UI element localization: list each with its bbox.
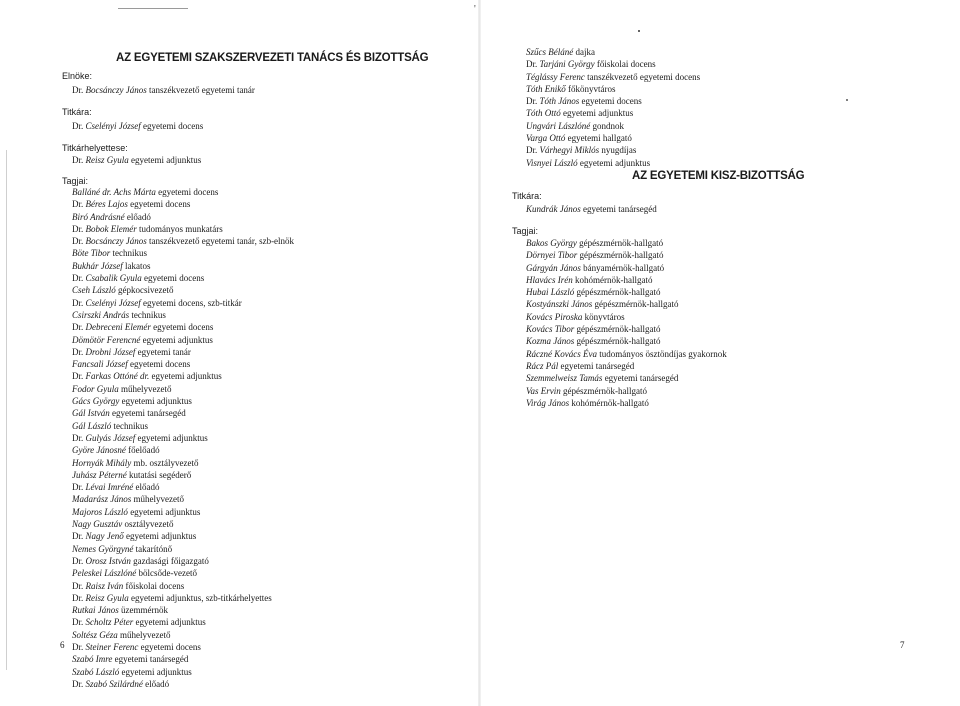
member-entry — [72, 506, 294, 518]
member-name: Ráczné Kovács Éva — [526, 348, 597, 359]
member-name: Lévai Imréné — [85, 482, 134, 493]
member-entry — [72, 604, 294, 616]
member-entry — [72, 321, 294, 333]
member-name: Bobok Elemér — [85, 223, 137, 234]
member-prefix: Dr. — [72, 236, 86, 247]
tagjai-list — [72, 186, 294, 690]
member-entry — [72, 420, 294, 432]
member-entry — [72, 309, 294, 321]
member-role: technikus — [110, 248, 148, 259]
member-name: Cselényi József — [85, 121, 141, 131]
member-name: Drobni József — [85, 346, 136, 357]
member-entry — [72, 84, 255, 96]
member-name: Biró Andrásné — [72, 211, 125, 222]
member-role: főiskolai docens — [123, 580, 185, 591]
member-entry — [526, 83, 700, 95]
member-entry — [72, 518, 294, 530]
member-entry — [72, 457, 294, 469]
member-entry — [72, 120, 203, 132]
member-name: Tóth János — [539, 96, 580, 107]
member-role: egyetemi docens — [140, 121, 204, 131]
member-role: egyetemi adjunktus — [127, 506, 201, 517]
page-number: 7 — [900, 640, 905, 650]
member-entry — [72, 186, 294, 198]
member-name: Ungvári Lászlóné — [526, 120, 591, 131]
kisz-tagjai-list — [526, 237, 727, 409]
member-role: egyetemi adjunktus — [149, 371, 222, 382]
member-name: Kundrák János — [526, 204, 581, 214]
member-role: technikus — [129, 309, 166, 320]
member-entry — [72, 567, 294, 579]
member-entry — [72, 678, 294, 690]
member-entry — [72, 346, 294, 358]
member-entry — [526, 132, 700, 144]
member-role: egyetemi tanársegéd — [558, 360, 635, 371]
member-role: gépészmérnök-hallgató — [574, 324, 661, 335]
member-name: Balláné dr. Achs Márta — [72, 187, 156, 197]
member-name: Rutkai János — [72, 605, 119, 616]
elnoke-label: Elnöke: — [62, 71, 93, 81]
member-role: gondnok — [590, 120, 625, 131]
member-name: Hlavács Irén — [526, 274, 573, 285]
member-entry — [72, 235, 294, 247]
member-role: műhelyvezető — [118, 383, 172, 394]
member-name: Majoros László — [72, 506, 128, 517]
member-prefix: Dr. — [72, 555, 86, 566]
member-prefix: Dr. — [72, 432, 86, 443]
member-name: Fancsali József — [72, 359, 128, 370]
member-entry — [526, 46, 700, 58]
member-name: Bukhár József — [72, 260, 123, 271]
member-name: Bakos György — [526, 238, 577, 248]
member-name: Csabalik Gyula — [85, 273, 142, 284]
member-name: Soltész Géza — [72, 629, 118, 640]
member-role: gépkocsivezető — [115, 285, 174, 296]
member-name: Nagy Gusztáv — [72, 519, 123, 530]
member-role: lakatos — [122, 260, 151, 271]
member-entry — [526, 107, 700, 119]
member-role: gépészmérnök-hallgató — [560, 385, 647, 396]
member-name: Böte Tibor — [72, 248, 111, 259]
member-entry — [72, 154, 201, 166]
kisz-titkara-label: Titkára: — [512, 191, 542, 201]
member-prefix: Dr. — [72, 592, 86, 603]
member-role: előadó — [124, 211, 151, 222]
member-role: egyetemi docens, szb-titkár — [140, 297, 242, 308]
member-entry — [526, 274, 727, 286]
member-name: Kozma János — [526, 336, 575, 347]
member-role: gazdasági főigazgató — [130, 555, 209, 566]
member-name: Béres Lajos — [85, 199, 128, 210]
member-name: Varga Ottó — [526, 133, 566, 144]
member-name: Nagy Jenő — [85, 531, 124, 542]
member-name: Tarjáni György — [539, 59, 595, 70]
member-role: tanszékvezető egyetemi docens — [584, 71, 701, 82]
member-role: főelőadó — [125, 445, 160, 456]
member-prefix: Dr. — [72, 482, 86, 493]
member-entry — [526, 144, 700, 156]
member-name: Hornyák Mihály — [72, 457, 132, 468]
member-entry — [72, 432, 294, 444]
member-role: egyetemi docens — [141, 273, 205, 284]
member-entry — [72, 481, 294, 493]
kisz-titkara-list — [526, 203, 657, 215]
member-role: egyetemi adjunktus — [577, 157, 651, 168]
member-entry — [72, 444, 294, 456]
member-name: Reisz Gyula — [85, 592, 129, 603]
member-prefix: Dr. — [72, 346, 86, 357]
member-role: egyetemi docens — [579, 96, 642, 107]
member-name: Gács György — [72, 396, 120, 407]
top-rule — [118, 8, 188, 9]
member-name: Cseh László — [72, 285, 116, 296]
member-role: egyetemi adjunktus — [135, 432, 208, 443]
member-role: egyetemi adjunktus — [119, 396, 192, 407]
member-prefix: Dr. — [72, 641, 86, 652]
member-name: Tóth Ottó — [526, 108, 561, 119]
member-prefix: Dr. — [72, 223, 86, 234]
member-name: Debreceni Elemér — [85, 322, 151, 333]
member-entry — [72, 334, 294, 346]
member-prefix: Dr. — [72, 121, 86, 131]
member-role: főkönyvtáros — [565, 83, 616, 94]
member-role: mb. osztályvezető — [131, 457, 199, 468]
member-role: egyetemi docens — [150, 322, 214, 333]
member-name: Nemes Györgyné — [72, 543, 134, 554]
member-role: műhelyvezető — [117, 629, 171, 640]
member-entry — [72, 395, 294, 407]
member-role: egyetemi tanársegéd — [602, 373, 679, 384]
member-entry — [72, 592, 294, 604]
member-entry — [72, 223, 294, 235]
member-role: gépészmérnök-hallgató — [592, 299, 679, 310]
kisz-tagjai-label: Tagjai: — [512, 226, 539, 236]
member-prefix: Dr. — [72, 273, 86, 284]
member-prefix: Dr. — [72, 580, 86, 591]
member-role: egyetemi adjunktus — [560, 108, 634, 119]
member-name: Juhász Péterné — [72, 469, 127, 480]
elnoke-list — [72, 84, 255, 96]
member-role: gépészmérnök-hallgató — [574, 287, 661, 298]
member-role: tanszékvezető egyetemi tanár, szb-elnök — [146, 236, 295, 247]
member-name: Gál László — [72, 420, 112, 431]
member-entry — [526, 120, 700, 132]
member-prefix: Dr. — [526, 59, 540, 70]
member-role: gépészmérnök-hallgató — [576, 238, 664, 248]
member-name: Orosz István — [85, 555, 131, 566]
kisz-title: AZ EGYETEMI KISZ-BIZOTTSÁG — [632, 170, 805, 182]
member-entry — [526, 348, 727, 360]
member-entry — [526, 203, 657, 215]
member-role: kutatási segéderő — [126, 469, 192, 480]
tagjai-label: Tagjai: — [62, 176, 89, 186]
member-prefix: Dr. — [72, 155, 86, 165]
member-entry — [72, 407, 294, 419]
member-entry — [72, 370, 294, 382]
member-name: Szabó Szilárdné — [85, 678, 143, 689]
member-entry — [72, 653, 294, 665]
member-name: Gárgyán János — [526, 262, 581, 273]
member-prefix: Dr. — [72, 85, 86, 95]
member-role: egyetemi docens — [127, 359, 191, 370]
member-role: előadó — [142, 678, 170, 689]
member-role: egyetemi adjunktus, szb-titkárhelyettes — [128, 592, 272, 603]
member-name: Raisz Iván — [85, 580, 124, 591]
member-role: egyetemi adjunktus — [119, 666, 192, 677]
member-entry — [72, 641, 294, 653]
member-entry — [526, 95, 700, 107]
member-role: bányamérnök-hallgató — [580, 262, 665, 273]
member-name: Steiner Ferenc — [85, 641, 139, 652]
member-role: egyetemi tanár — [135, 346, 191, 357]
member-entry — [526, 157, 700, 169]
member-name: Kovács Piroska — [526, 311, 583, 322]
member-prefix: Dr. — [72, 371, 86, 382]
member-name: Bocsánczy János — [85, 85, 147, 95]
member-name: Virág János — [526, 397, 570, 408]
member-name: Gál István — [72, 408, 110, 419]
member-name: Madarász János — [72, 494, 132, 505]
member-role: takarítónő — [133, 543, 173, 554]
member-prefix: Dr. — [526, 96, 540, 107]
member-entry — [72, 666, 294, 678]
member-entry — [72, 272, 294, 284]
member-role: egyetemi docens — [155, 187, 219, 197]
member-name: Fodor Gyula — [72, 383, 119, 394]
member-role: technikus — [111, 420, 149, 431]
member-name: Szabó László — [72, 666, 120, 677]
member-role: egyetemi tanársegéd — [580, 204, 657, 214]
member-prefix: Dr. — [72, 531, 86, 542]
member-entry — [526, 335, 727, 347]
member-name: Farkas Ottóné dr. — [85, 371, 150, 382]
page-mark: ' — [474, 4, 476, 15]
member-role: egyetemi docens — [127, 199, 191, 210]
member-prefix: Dr. — [526, 145, 540, 156]
member-entry — [526, 397, 727, 409]
member-name: Hubai László — [526, 287, 575, 298]
member-entry — [526, 323, 727, 335]
member-entry — [72, 260, 294, 272]
member-entry — [526, 237, 727, 249]
member-role: egyetemi hallgató — [565, 133, 632, 144]
member-entry — [526, 71, 700, 83]
member-entry — [526, 360, 727, 372]
member-name: Cselényi József — [85, 297, 141, 308]
member-entry — [72, 616, 294, 628]
member-role: egyetemi tanársegéd — [109, 408, 186, 419]
council-title: AZ EGYETEMI SZAKSZERVEZETI TANÁCS ÉS BIZOTTSÁG — [116, 52, 429, 64]
member-role: osztályvezető — [122, 519, 174, 530]
member-entry — [72, 211, 294, 223]
member-entry — [72, 198, 294, 210]
member-role: kohómérnök-hallgató — [569, 397, 649, 408]
member-prefix: Dr. — [72, 617, 86, 628]
member-name: Kostyánszki János — [526, 299, 593, 310]
member-role: egyetemi adjunktus — [128, 155, 202, 165]
member-prefix: Dr. — [72, 322, 86, 333]
member-entry — [526, 298, 727, 310]
titkarhelyettese-list — [72, 154, 201, 166]
member-name: Tóth Enikő — [526, 83, 566, 94]
member-name: Vas Ervin — [526, 385, 561, 396]
member-entry — [526, 385, 727, 397]
member-role: könyvtáros — [582, 311, 625, 322]
titkara-list — [72, 120, 203, 132]
member-entry — [72, 580, 294, 592]
member-role: tudományos ösztöndíjas gyakornok — [596, 348, 727, 359]
continued-list — [526, 46, 700, 169]
member-entry — [526, 262, 727, 274]
member-name: Téglássy Ferenc — [526, 71, 585, 82]
member-name: Várhegyi Miklós — [539, 145, 600, 156]
member-name: Gulyás József — [85, 432, 136, 443]
page-number: 6 — [60, 640, 65, 650]
member-role: egyetemi adjunktus — [123, 531, 197, 542]
member-role: főiskolai docens — [594, 59, 656, 70]
member-role: egyetemi adjunktus — [140, 334, 213, 345]
member-entry — [72, 629, 294, 641]
member-role: előadó — [133, 482, 160, 493]
member-role: egyetemi adjunktus — [133, 617, 206, 628]
member-prefix: Dr. — [72, 297, 86, 308]
right-page — [480, 0, 960, 706]
member-entry — [526, 286, 727, 298]
member-name: Peleskei Lászlóné — [72, 568, 137, 579]
member-entry — [72, 493, 294, 505]
member-prefix: Dr. — [72, 199, 86, 210]
member-role: üzemmérnök — [118, 605, 168, 616]
member-role: dajka — [573, 47, 595, 57]
member-entry — [72, 247, 294, 259]
member-role: gépészmérnök-hallgató — [577, 250, 664, 261]
member-entry — [526, 372, 727, 384]
member-name: Szemmelweisz Tamás — [526, 373, 603, 384]
member-entry — [72, 530, 294, 542]
member-entry — [72, 284, 294, 296]
member-name: Dörnyei Tibor — [526, 250, 578, 261]
member-role: egyetemi docens — [138, 641, 201, 652]
member-entry — [72, 469, 294, 481]
member-role: tanszékvezető egyetemi tanár — [146, 85, 255, 95]
member-name: Scholtz Péter — [85, 617, 134, 628]
member-role: tudományos munkatárs — [136, 223, 223, 234]
member-entry — [526, 311, 727, 323]
member-name: Visnyei László — [526, 157, 578, 168]
member-entry — [526, 249, 727, 261]
member-role: kohómérnök-hallgató — [572, 274, 653, 285]
member-entry — [526, 58, 700, 70]
titkara-label: Titkára: — [62, 107, 92, 117]
member-role: műhelyvezető — [131, 494, 184, 505]
member-name: Szűcs Béláné — [526, 47, 574, 57]
member-entry — [72, 358, 294, 370]
page-edge-line — [6, 150, 7, 670]
member-entry — [72, 297, 294, 309]
member-role: bölcsőde-vezető — [136, 568, 197, 579]
member-name: Rácz Pál — [526, 360, 559, 371]
member-prefix: Dr. — [72, 678, 86, 689]
member-name: Dömötör Ferencné — [72, 334, 141, 345]
member-name: Kovács Tibor — [526, 324, 575, 335]
member-role: nyugdíjas — [599, 145, 637, 156]
member-role: egyetemi tanársegéd — [112, 654, 189, 665]
member-name: Csirszki András — [72, 309, 130, 320]
member-name: Györe Jánosné — [72, 445, 126, 456]
member-entry — [72, 555, 294, 567]
member-name: Reisz Gyula — [85, 155, 129, 165]
member-entry — [72, 383, 294, 395]
member-name: Szabó Imre — [72, 654, 113, 665]
member-role: gépészmérnök-hallgató — [574, 336, 661, 347]
titkarhelyettese-label: Titkárhelyettese: — [62, 143, 128, 153]
member-name: Bocsánczy János — [85, 236, 147, 247]
member-entry — [72, 543, 294, 555]
